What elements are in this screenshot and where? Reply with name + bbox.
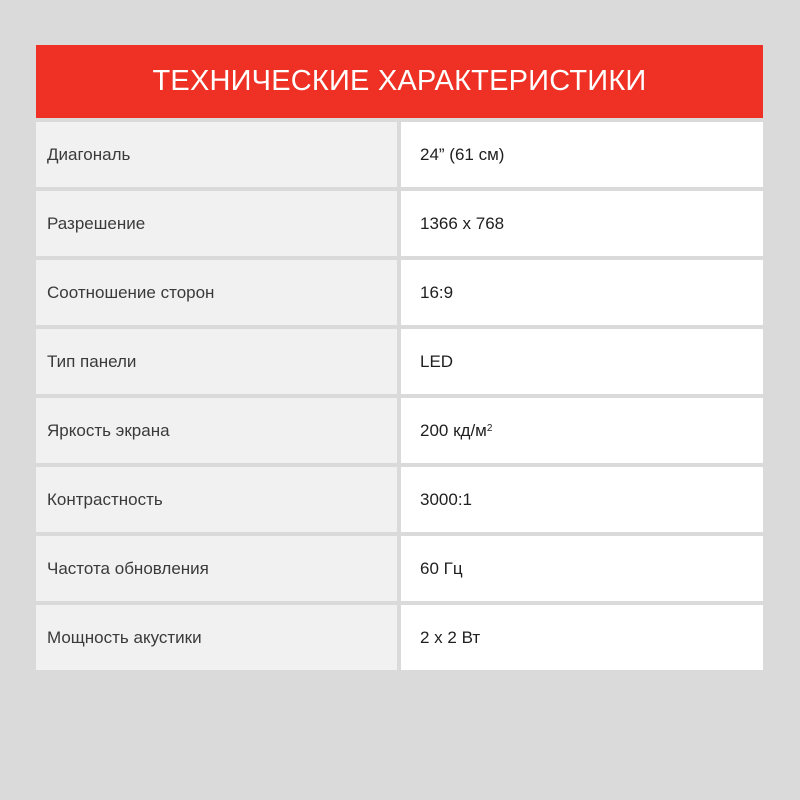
specs-header [36, 45, 763, 118]
spec-label: Тип панели [36, 329, 397, 394]
spec-value: 24” (61 см) [401, 122, 763, 187]
spec-value [401, 398, 763, 463]
specs-table [36, 122, 763, 670]
spec-label: Частота обновления [36, 536, 397, 601]
spec-row-speaker-power [36, 605, 763, 670]
spec-value: 2 x 2 Вт [401, 605, 763, 670]
spec-row-brightness [36, 398, 763, 463]
spec-label: Контрастность [36, 467, 397, 532]
spec-row-refresh-rate [36, 536, 763, 601]
spec-value: 16:9 [401, 260, 763, 325]
spec-value: LED [401, 329, 763, 394]
spec-row-panel-type [36, 329, 763, 394]
spec-label: Яркость экрана [36, 398, 397, 463]
spec-row-aspect-ratio [36, 260, 763, 325]
spec-label: Соотношение сторон [36, 260, 397, 325]
spec-row-contrast [36, 467, 763, 532]
spec-label: Диагональ [36, 122, 397, 187]
spec-value-superscript: 2 [486, 423, 493, 434]
spec-label: Разрешение [36, 191, 397, 256]
specs-card [36, 45, 763, 674]
spec-value: 60 Гц [401, 536, 763, 601]
specs-title: ТЕХНИЧЕСКИЕ ХАРАКТЕРИСТИКИ [152, 65, 647, 97]
spec-value-text: 200 кд/м [420, 420, 487, 440]
spec-row-resolution [36, 191, 763, 256]
spec-value: 3000:1 [401, 467, 763, 532]
spec-row-diagonal [36, 122, 763, 187]
spec-label: Мощность акустики [36, 605, 397, 670]
spec-value: 1366 x 768 [401, 191, 763, 256]
